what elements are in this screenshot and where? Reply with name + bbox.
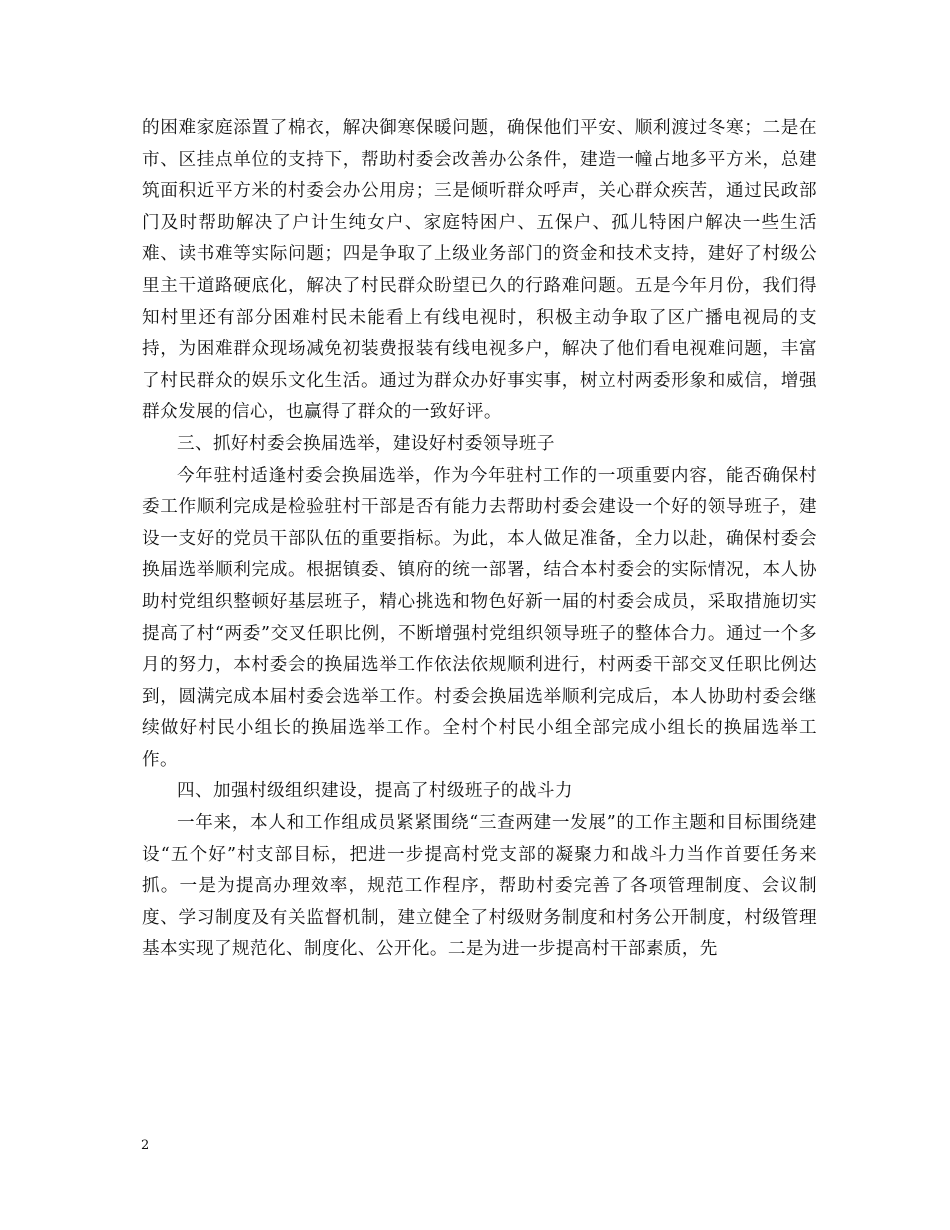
section-heading-3: 三、抓好村委会换届选举，建设好村委领导班子 xyxy=(177,433,555,454)
paragraph-election: 今年驻村适逢村委会换届选举，作为今年驻村工作的一项重要内容，能否确保村委工作顺利完成是检验驻村干部是否有能力去帮助村委会建设一个好的领导班子，建设一支好的党员干部队伍的重要指标。为此，本人做足准备，全力以赴，确保村委会换届选举顺利完成。根据镇委、镇府的统一部署，结合本村委会的实际情况，本人协助村党组织整顿好基层班子，精心挑选和物色好新一届的村委会成员，采取措施切实提高了村“两委”交叉任职比例，不断增强村党组织领导班子的整体合力。通过一个多月的努力，本村委会的换届选举工作依法依规顺利进行，村两委干部交叉任职比例达到，圆满完成本届村委会选举工作。村委会换届选举顺利完成后，本人协助村委会继续做好村民小组长的换届选举工作。全村个村民小组全部完成小组长的换届选举工作。 xyxy=(142,465,817,770)
section-heading-4: 四、加强村级组织建设，提高了村级班子的战斗力 xyxy=(177,781,573,802)
body-text xyxy=(142,113,817,966)
paragraph-organization: 一年来，本人和工作组成员紧紧围绕“三查两建一发展”的工作主题和目标围绕建设“五个好”村支部目标，把进一步提高村党支部的凝聚力和战斗力当作首要任务来抓。一是为提高办理效率，规范工作程序，帮助村委完善了各项管理制度、会议制度、学习制度及有关监督机制，建立健全了村级财务制度和村务公开制度，村级管理基本实现了规范化、制度化、公开化。二是为进一步提高村干部素质，先 xyxy=(142,813,817,960)
paragraph-continued: 的困难家庭添置了棉衣，解决御寒保暖问题，确保他们平安、顺利渡过冬寒；二是在市、区挂点单位的支持下，帮助村委会改善办公条件，建造一幢占地多平方米，总建筑面积近平方米的村委会办公用房；三是倾听群众呼声，关心群众疾苦，通过民政部门及时帮助解决了户计生纯女户、家庭特困户、五保户、孤儿特困户解决一些生活难、读书难等实际问题；四是争取了上级业务部门的资金和技术支持，建好了村级公里主干道路硬底化，解决了村民群众盼望已久的行路难问题。五是今年月份，我们得知村里还有部分困难村民未能看上有线电视时，积极主动争取了区广播电视局的支持，为困难群众现场减免初装费报装有线电视多户，解决了他们看电视难问题，丰富了村民群众的娱乐文化生活。通过为群众办好事实事，树立村两委形象和威信，增强群众发展的信心，也赢得了群众的一致好评。 xyxy=(142,118,817,423)
page-number: 2 xyxy=(141,1138,150,1153)
